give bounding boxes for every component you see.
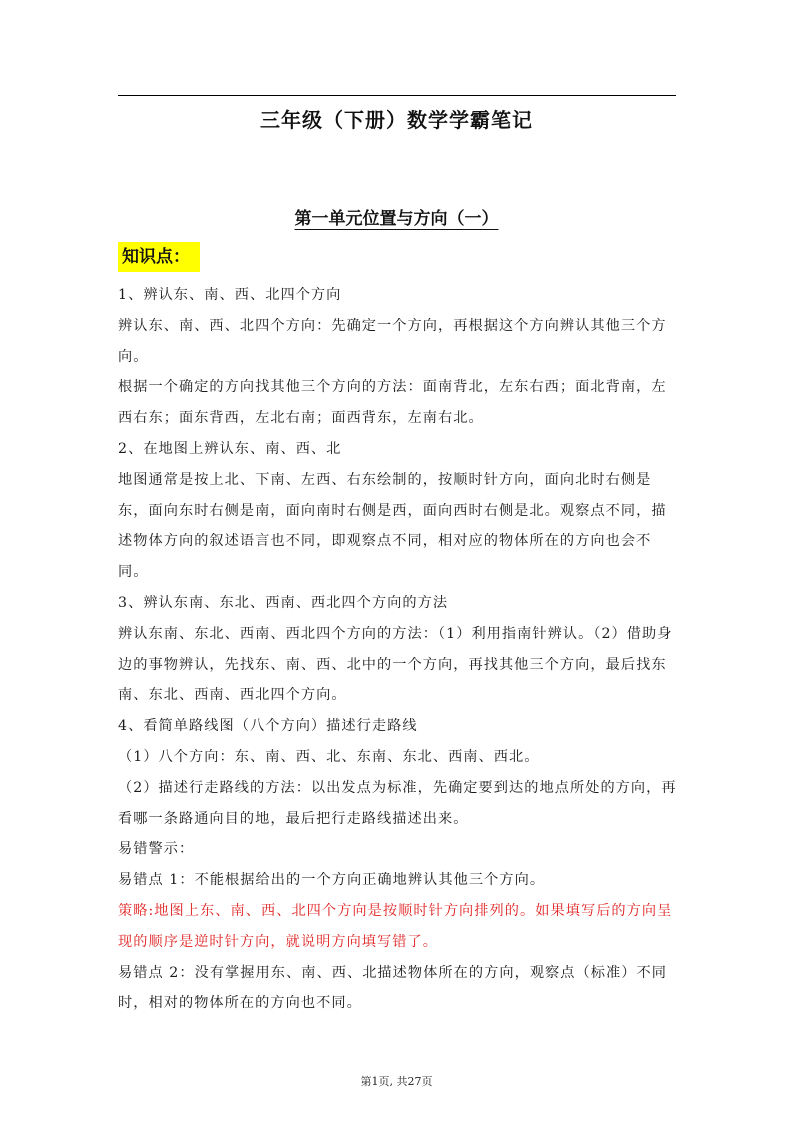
notes-body <box>118 280 678 1019</box>
paragraph: 辨认东、南、西、北四个方向：先确定一个方向，再根据这个方向辨认其他三个方向。 <box>118 317 667 365</box>
section-heading-4: 4、看简单路线图（八个方向）描述行走路线 <box>118 718 418 735</box>
warning-heading: 易错警示： <box>118 841 195 858</box>
page-number: 第1页, 共27页 <box>360 1075 433 1088</box>
paragraph: 辨认东南、东北、西南、西北四个方向的方法：（1）利用指南针辨认。（2）借助身边的事物辨认，先找东、南、西、北中的一个方向，再找其他三个方向，最后找东南、东北、西南、西北四个方向。 <box>118 625 673 704</box>
section-heading-2: 2、在地图上辨认东、南、西、北 <box>118 440 342 457</box>
list-item: （1）八个方向：东、南、西、北、东南、东北、西南、西北。 <box>118 748 540 765</box>
error-point-2: 易错点 2：没有掌握用东、南、西、北描述物体所在的方向，观察点（标准）不同时，相对的物体所在的方向也不同。 <box>118 964 667 1012</box>
error-point-1: 易错点 1：不能根据给出的一个方向正确地辨认其他三个方向。 <box>118 872 546 889</box>
paragraph: 根据一个确定的方向找其他三个方向的方法：面南背北，左东右西；面北背南，左西右东；面东背西，左北右南；面西背东，左南右北。 <box>118 379 667 427</box>
header-rule <box>118 95 676 96</box>
list-item: （2）描述行走路线的方法：以出发点为标准，先确定要到达的地点所处的方向，再看哪一条路通向目的地，最后把行走路线描述出来。 <box>118 779 677 827</box>
knowledge-points-label: 知识点： <box>118 242 200 272</box>
section-heading-1: 1、辨认东、南、西、北四个方向 <box>118 287 342 303</box>
paragraph: 地图通常是按上北、下南、左西、右东绘制的，按顺时针方向，面向北时右侧是东，面向东时右侧是南，面向南时右侧是西，面向西时右侧是北。观察点不同，描述物体方向的叙述语言也不同，即观察点不同，相对应的物体所在的方向也会不同。 <box>118 471 667 581</box>
strategy-note: 策略:地图上东、南、西、北四个方向是按顺时针方向排列的。如果填写后的方向呈现的顺序是逆时针方向，就说明方向填写错了。 <box>118 902 673 950</box>
section-heading-3: 3、辨认东南、东北、西南、西北四个方向的方法 <box>118 594 449 611</box>
unit-title-text: 第一单元位置与方向（一） <box>294 209 499 229</box>
unit-heading <box>0 204 793 229</box>
document-title: 三年级（下册）数学学霸笔记 <box>260 108 533 132</box>
